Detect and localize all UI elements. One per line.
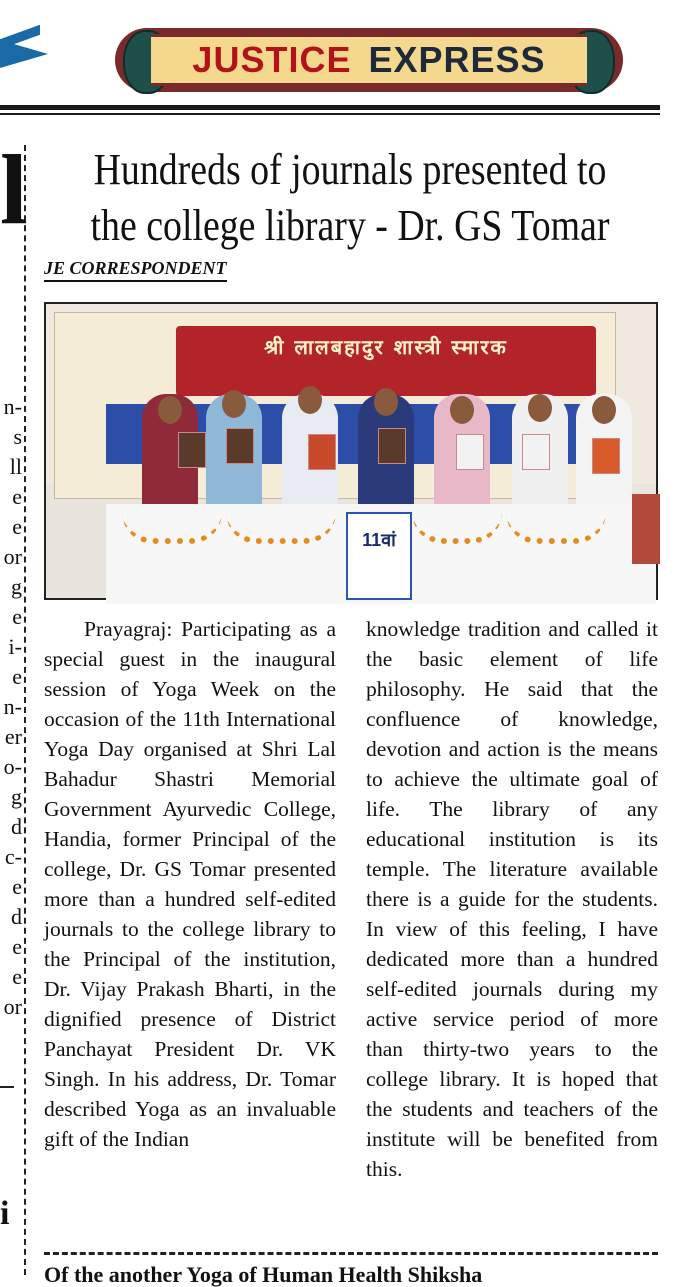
left-column-fragment: ll xyxy=(9,454,22,479)
photo-person-head xyxy=(222,390,246,418)
photo-journal xyxy=(592,438,620,474)
article-photo xyxy=(44,302,658,600)
column-divider xyxy=(24,145,26,1275)
next-headline-fragment xyxy=(44,1262,658,1287)
masthead-rule-thin xyxy=(0,113,660,115)
masthead-brand xyxy=(192,39,545,81)
photo-person-head xyxy=(528,394,552,422)
left-column-fragment: e xyxy=(12,934,22,959)
left-column-fragment: d xyxy=(11,904,22,929)
article-column-2 xyxy=(366,614,658,1184)
article-column-1 xyxy=(44,614,336,1154)
photo-journal xyxy=(308,434,336,470)
left-column-fragment: n- xyxy=(3,694,22,719)
left-column-fragment: d xyxy=(11,814,22,839)
photo-journal xyxy=(522,434,550,470)
photo-person-head xyxy=(450,396,474,424)
photo-banner-text: श्री लालबहादुर शास्त्री स्मारक xyxy=(264,335,508,359)
headline-line-1: Hundreds of journals presented to xyxy=(93,145,607,194)
left-column-fragment: s xyxy=(13,424,22,449)
brand-justice: JUSTICE xyxy=(192,39,352,80)
masthead-logo xyxy=(115,28,623,92)
left-column-fragment: er xyxy=(4,724,22,749)
masthead-scroll xyxy=(151,34,587,86)
photo-yoga-poster xyxy=(346,512,412,600)
photo-journal xyxy=(378,428,406,464)
left-column-fragment: i- xyxy=(8,634,22,659)
left-column-fragment: g xyxy=(11,784,22,809)
article-column-2-text: knowledge tradition and called it the basic element of life philosophy. He said that the confluence of knowledge, devotion and action is the means to achieve the ultimate goal of life. The library of any educational institution is its temple. The literature available there is a guide for the students. In view of this feeling, I have dedicated more than a hundred self-edited journals during my active service period of more than thirty-two years to the college library. It is hoped that the students and teachers of the institute will be benefited from this. xyxy=(366,617,658,1181)
left-column-fragment: c- xyxy=(4,844,22,869)
left-column-fragment: or xyxy=(3,544,22,569)
left-column-fragment: or xyxy=(3,994,22,1019)
photo-poster-number: 11वां xyxy=(362,530,396,550)
left-column-fragment: e xyxy=(12,484,22,509)
photo-chair xyxy=(632,494,660,564)
bottom-dashed-rule xyxy=(44,1252,658,1255)
masthead-arrow-icon xyxy=(0,40,48,68)
headline-line-2: the college library - Dr. GS Tomar xyxy=(90,201,610,250)
next-headline-text: Of the another Yoga of Human Health Shiksha xyxy=(44,1262,483,1287)
photo-person-head xyxy=(298,386,322,414)
photo-person-head xyxy=(158,396,182,424)
left-column-fragment: e xyxy=(12,604,22,629)
article-headline xyxy=(87,142,613,254)
left-column-fragment-big: l xyxy=(0,134,28,245)
photo-person-head xyxy=(592,396,616,424)
left-column-fragment: g xyxy=(11,574,22,599)
article-column-1-text: Prayagraj: Participating as a special guest in the inaugural session of Yoga Week on the occasion of the 11th International Yoga Day organised at Shri Lal Bahadur Shastri Memorial Government Ayurvedic College, Handia, former Principal of the college, Dr. GS Tomar presented more than a hundred self-edited journals to the college library to the Principal of the institution, Dr. Vijay Prakash Bharti, in the dignified presence of District Panchayat President Dr. VK Singh. In his address, Dr. Tomar described Yoga as an invaluable gift of the Indian xyxy=(44,617,336,1151)
brand-express: EXPRESS xyxy=(368,39,546,80)
photo-journal xyxy=(456,434,484,470)
photo-journal xyxy=(226,428,254,464)
left-column-fragment: e xyxy=(12,664,22,689)
left-column-fragment: e xyxy=(12,964,22,989)
photo-garland xyxy=(226,512,336,544)
left-column-fragment: e xyxy=(12,514,22,539)
left-column-fragment: o- xyxy=(3,754,22,779)
photo-journal xyxy=(178,432,206,468)
photo-person-head xyxy=(374,388,398,416)
left-column-rule xyxy=(0,1086,14,1088)
article-byline: JE CORRESPONDENT xyxy=(44,258,227,282)
left-column-fragment: e xyxy=(12,874,22,899)
left-column-fragment-i: i xyxy=(0,1195,10,1232)
masthead-rule xyxy=(0,105,660,110)
left-column-fragment: n- xyxy=(3,394,22,419)
